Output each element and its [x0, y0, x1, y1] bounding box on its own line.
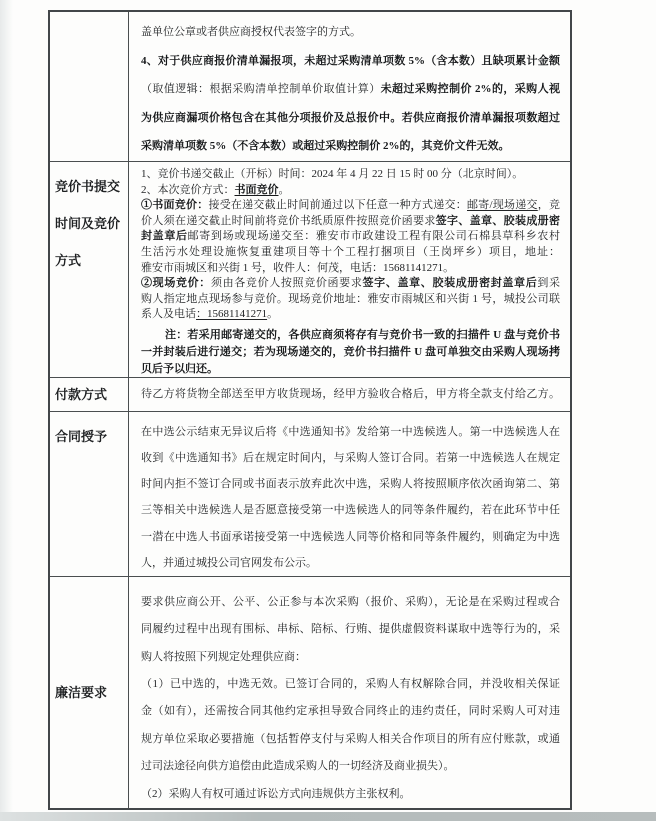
text-line: 收到《中选通知书》后在规定时间内，与采购人签订合同。若第一中选候选人在规定: [141, 452, 560, 465]
text-line: 付款方式: [55, 386, 108, 402]
row-content-payment-method: [129, 378, 570, 411]
text-line: 2、本次竞价方式：书面竞价。: [141, 183, 290, 196]
text-line: 时间及竞价: [55, 215, 121, 231]
text-line: 同履约过程中出现有围标、串标、陪标、行贿、提供虚假资料谋取中选等行为的，采: [141, 623, 560, 636]
row-label-integrity-requirements: [50, 577, 129, 808]
text-line: 为供应商漏项价格包含在其他分项报价及总报价中。若供应商报价清单漏报项数超过: [141, 111, 560, 124]
row-content-quotation-rules: [129, 12, 570, 161]
row-label-payment-method: [50, 378, 129, 411]
row-label-empty: [50, 12, 129, 161]
text-line: 人，并通过城投公司官网发布公示。: [141, 556, 317, 569]
text-line: 购人将按照下列规定处理供应商：: [141, 650, 306, 663]
row-content-contract-award: [129, 412, 570, 576]
text-line: 竞价书提交: [55, 178, 121, 194]
text-line: 合同授予: [55, 428, 108, 444]
row-label-contract-award: [50, 412, 129, 576]
row-integrity-requirements: [50, 576, 570, 808]
text-line: 时间内拒不签订合同或书面表示放弃此次中选，采购人将按照顺序依次函询第二、第: [141, 478, 560, 491]
text-line: ①书面竞价：接受在递交截止时间前通过以下任意一种方式递交：邮寄/现场递交，竞: [141, 199, 561, 212]
text-line: 4、对于供应商报价清单漏报项，未超过采购清单项数 5%（含本数）且缺项累计金额: [141, 54, 560, 67]
text-line: 购人指定地点现场参与竞价。现场竞价地址：雅安市雨城区和兴街 1 号，城投公司联: [141, 292, 560, 305]
row-payment-method: [50, 377, 570, 411]
text-line: 价人须在递交截止时间前将竞价书纸质原件按照竞价函要求签字、盖章、胶装成册密: [141, 214, 561, 227]
text-line: （2）采购人有权可通过诉讼方式向违规供方主张权利。: [141, 787, 411, 800]
row-bid-submission-time-and-method: [50, 161, 570, 377]
text-line: 在中选公示结束无异议后将《中选通知书》发给第一中选候选人。第一中选候选人在: [141, 425, 560, 438]
text-line: 要求供应商公开、公平、公正参与本次采购（报价、采购），无论是在采购过程或合: [141, 595, 560, 608]
text-line: 生活污水处理设施恢复重建项目等十个工程打捆项目（王岗坪乡）项目，地址：: [141, 245, 560, 258]
text-line: （取值逻辑：根据采购清单控制单价取值计算）未超过采购控制价 2%的，采购人视: [141, 83, 561, 96]
text-line: ②现场竞价：须由各竞价人按照竞价函要求签字、盖章、胶装成册密封盖章后到采: [141, 277, 561, 290]
text-line: 盖单位公章或者供应商授权代表签字的方式。: [141, 26, 361, 38]
text-line: 廉洁要求: [55, 684, 108, 700]
procurement-terms-table: [48, 10, 572, 810]
text-line: 采购清单项数 5%（不含本数）或超过采购控制价 2%的，其竞价文件无效。: [141, 140, 510, 153]
text-line: 过司法途径向供方追偿由此造成采购人的一切经济及商业损失）。: [141, 760, 455, 773]
text-line: 注：若采用邮寄递交的，各供应商须将存有与竞价书一致的扫描件 U 盘与竞价书: [165, 328, 560, 341]
text-line: 雅安市雨城区和兴街 1 号，收件人：何茂，电话：15681141271。: [141, 261, 455, 274]
text-line: 贝后予以归还。: [141, 363, 218, 376]
text-line: 封盖章后邮寄到场或现场递交至：雅安市市政建设工程有限公司石棉县草科乡农村: [141, 230, 561, 243]
row-contract-award: [50, 411, 570, 576]
text-line: 1、竞价书递交截止（开标）时间：2024 年 4 月 22 日 15 时 00 分（北京时间）。: [141, 167, 524, 180]
row-content-bid-submission: [129, 162, 570, 377]
text-line: 系人及电话：15681141271。: [141, 308, 279, 321]
scan-left-edge-shading: [0, 0, 13, 812]
text-line: 待乙方将货物全部送至甲方收货现场，经甲方验收合格后，甲方将全款支付给乙方。: [141, 387, 560, 400]
row-quotation-rules-continued: [50, 12, 570, 161]
scan-bottom-edge-shading: [0, 812, 656, 821]
text-line: 一并封装后进行递交；若为现场递交的，竞价书扫描件 U 盘可单独交由采购人现场拷: [141, 346, 560, 359]
row-content-integrity-requirements: [129, 577, 570, 808]
text-line: 规方单位采取必要措施（包括暂停支付与采购人相关合作项目的所有应付账款，或通: [141, 732, 560, 745]
text-line: 金（如有），还需按合同其他约定承担导致合同终止的违约责任，同时采购人可对违: [141, 705, 560, 718]
text-line: 三等相关中选候选人是否愿意接受第一中选候选人的同等条件履约，若在此环节中任: [141, 504, 560, 517]
text-line: 一潜在中选人书面承诺接受第一中选候选人同等价格和同等条件履约，则确定为中选: [141, 530, 560, 543]
text-line: （1）已中选的，中选无效。已签订合同的，采购人有权解除合同，并没收相关保证: [141, 678, 560, 691]
row-label-bid-submission: [50, 162, 129, 377]
text-line: 方式: [55, 252, 82, 268]
